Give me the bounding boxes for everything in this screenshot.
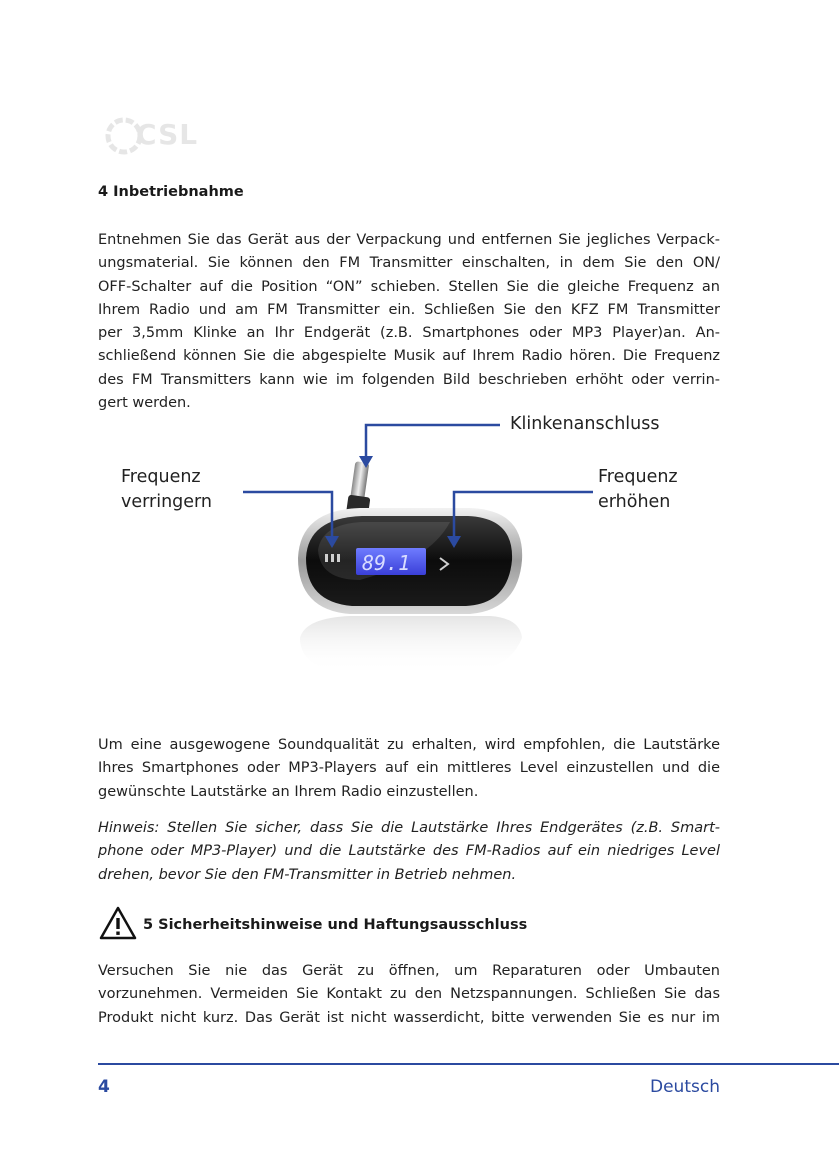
paragraph-line: gert werden. bbox=[98, 395, 191, 412]
label-decrease-line2: verringern bbox=[121, 492, 213, 512]
label-jack: Klinkenanschluss bbox=[510, 414, 660, 434]
paragraph-line: Produkt nicht kurz. Das Gerät ist nicht wasserdicht, bitte verwenden Sie es nur im bbox=[98, 1009, 720, 1026]
footer-divider bbox=[98, 1063, 839, 1065]
fm-transmitter-figure bbox=[0, 400, 839, 700]
paragraph-line: Hinweis: Stellen Sie sicher, dass Sie die Lautstärke Ihres Endgerätes (z.B. Smart- bbox=[98, 820, 720, 836]
paragraph-line: vorzunehmen. Vermeiden Sie Kontakt zu den Netzspannungen. Schließen Sie das bbox=[98, 986, 720, 1003]
paragraph-line: Ihres Smartphones oder MP3-Players auf ein mittleres Level einzustellen und die bbox=[98, 760, 720, 777]
page-number: 4 bbox=[98, 1077, 110, 1097]
label-increase-line1: Frequenz bbox=[598, 467, 678, 487]
paragraph-line: schließend können Sie die abgespielte Musik auf Ihrem Radio hören. Die Frequenz bbox=[98, 348, 720, 365]
label-decrease-line1: Frequenz bbox=[121, 467, 201, 487]
logo-text: CSL bbox=[136, 118, 199, 151]
lcd-frequency-value: 89.1 bbox=[362, 551, 411, 575]
fm-transmitter-illustration bbox=[0, 400, 839, 700]
hint-paragraph bbox=[98, 817, 720, 887]
paragraph-line: Versuchen Sie nie das Gerät zu öffnen, um Reparaturen oder Umbauten bbox=[98, 963, 720, 979]
paragraph-line: gewünschte Lautstärke an Ihrem Radio einzustellen. bbox=[98, 783, 479, 800]
paragraph-line: des FM Transmitters kann wie im folgenden Bild beschrieben erhöht oder verrin- bbox=[98, 371, 720, 388]
csl-logo bbox=[104, 112, 214, 160]
section-4-paragraph bbox=[98, 229, 720, 415]
paragraph-line: Entnehmen Sie das Gerät aus der Verpackung und entfernen Sie jegliches Verpack- bbox=[98, 232, 720, 248]
decrease-button bbox=[325, 554, 340, 562]
warning-icon bbox=[98, 905, 138, 941]
paragraph-line: drehen, bevor Sie den FM-Transmitter in Betrieb nehmen. bbox=[98, 866, 517, 883]
paragraph-line: ungsmaterial. Sie können den FM Transmitter einschalten, in dem Sie den ON/ bbox=[98, 255, 720, 272]
section-5-paragraph bbox=[98, 960, 720, 1030]
sound-paragraph bbox=[98, 734, 720, 804]
paragraph-line: per 3,5mm Klinke an Ihr Endgerät (z.B. Smartphones oder MP3 Player)an. An- bbox=[98, 325, 720, 342]
paragraph-line: Ihrem Radio und am FM Transmitter ein. Schließen Sie den KFZ FM Transmitter bbox=[98, 301, 720, 318]
label-increase-line2: erhöhen bbox=[598, 492, 671, 512]
section-4-title: 4 Inbetriebnahme bbox=[98, 184, 244, 200]
footer-language: Deutsch bbox=[650, 1077, 720, 1097]
section-5-title: 5 Sicherheitshinweise und Haftungsausschluss bbox=[143, 917, 528, 933]
paragraph-line: Um eine ausgewogene Soundqualität zu erhalten, wird empfohlen, die Lautstärke bbox=[98, 737, 720, 753]
paragraph-line: OFF-Schalter auf die Position “ON” schieben. Stellen Sie die gleiche Frequenz an bbox=[98, 278, 720, 295]
paragraph-line: phone oder MP3-Player) und die Lautstärke des FM-Radios auf ein niedriges Level bbox=[98, 843, 720, 860]
